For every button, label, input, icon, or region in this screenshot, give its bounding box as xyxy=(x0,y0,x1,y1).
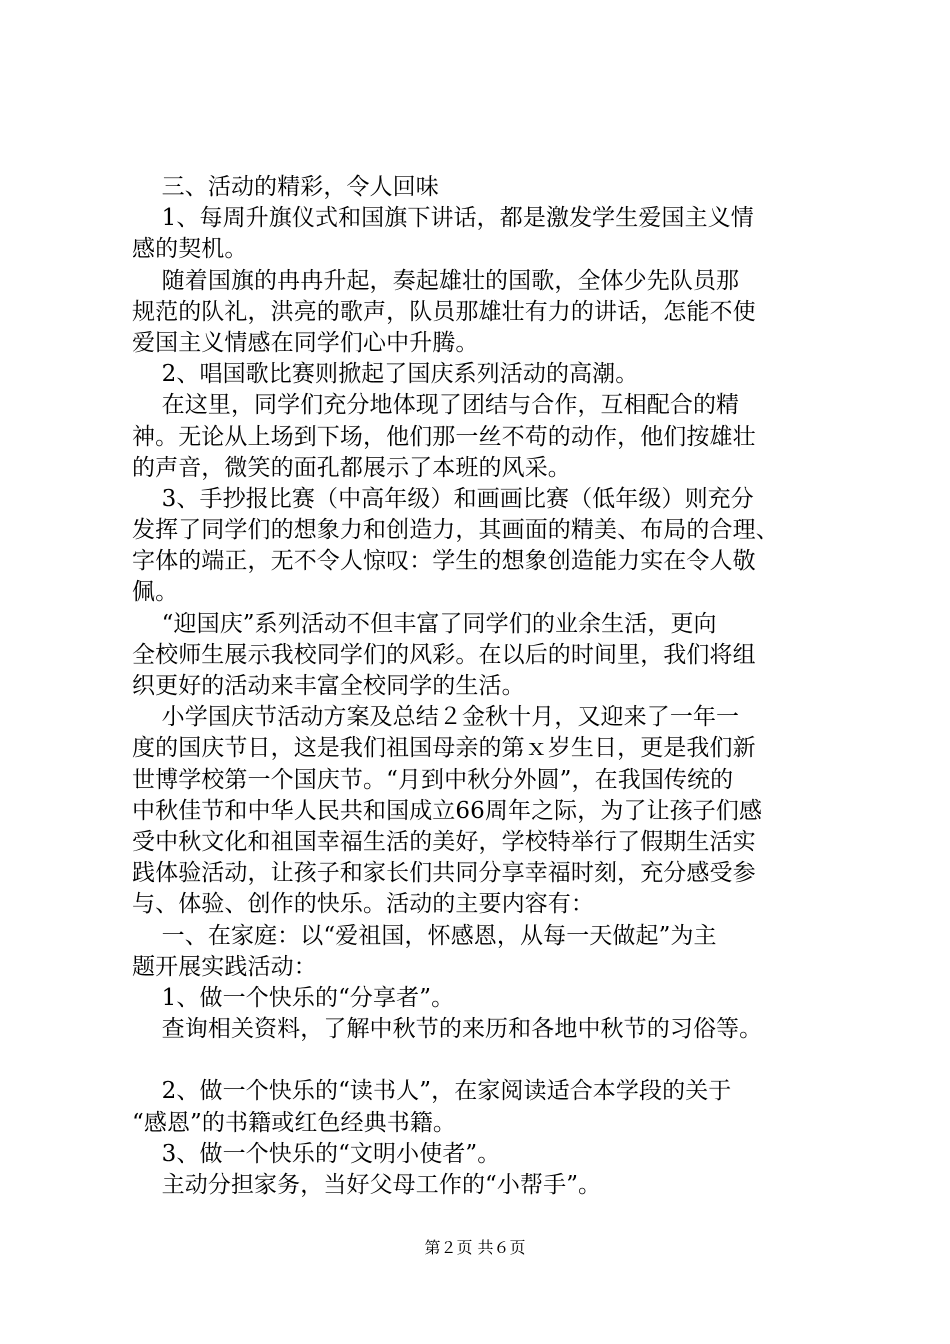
text-line: 查询相关资料，了解中秋节的来历和各地中秋节的习俗等。 xyxy=(132,1016,763,1043)
text-line: 发挥了同学们的想象力和创造力，其画面的精美、布局的合理、 xyxy=(132,517,779,544)
text-line: 题开展实践活动： xyxy=(132,953,317,980)
text-line: 小学国庆节活动方案及总结２金秋十月，又迎来了一年一 xyxy=(132,704,740,731)
blank-line xyxy=(132,1045,842,1076)
text-line: 规范的队礼，洪亮的歌声，队员那雄壮有力的讲话，怎能不使 xyxy=(132,298,756,325)
text-line: 受中秋文化和祖国幸福生活的美好，学校特举行了假期生活实 xyxy=(132,828,756,855)
text-line: 的声音，微笑的面孔都展示了本班的风采。 xyxy=(132,454,571,481)
text-line: 3、做一个快乐的“文明小使者”。 xyxy=(132,1140,501,1167)
text-line: 在这里，同学们充分地体现了团结与合作，互相配合的精 xyxy=(132,392,740,419)
text-line: 世博学校第一个国庆节。“月到中秋分外圆”，在我国传统的 xyxy=(132,766,734,793)
text-line: 佩。 xyxy=(132,579,179,606)
text-line: 1、每周升旗仪式和国旗下讲话，都是激发学生爱国主义情 xyxy=(132,205,754,232)
text-line: 三、活动的精彩，令人回味 xyxy=(132,174,439,200)
text-line: 全校师生展示我校同学们的风彩。在以后的时间里，我们将组 xyxy=(132,641,756,668)
text-line: 2、唱国歌比赛则掀起了国庆系列活动的高潮。 xyxy=(132,361,639,388)
text-line: 字体的端正，无不令人惊叹：学生的想象创造能力实在令人敬 xyxy=(132,548,756,575)
text-line: 与、体验、创作的快乐。活动的主要内容有： xyxy=(132,891,594,918)
text-line: 度的国庆节日，这是我们祖国母亲的第ｘ岁生日，更是我们新 xyxy=(132,735,756,762)
text-line: “感恩”的书籍或红色经典书籍。 xyxy=(132,1109,457,1136)
text-line: 践体验活动，让孩子和家长们共同分享幸福时刻，充分感受参 xyxy=(132,860,756,887)
text-line: 主动分担家务，当好父母工作的“小帮手”。 xyxy=(132,1172,602,1198)
text-line: 3、手抄报比赛（中高年级）和画画比赛（低年级）则充分 xyxy=(132,485,754,512)
text-line: 2、做一个快乐的“读书人”，在家阅读适合本学段的关于 xyxy=(132,1078,732,1105)
text-line: 织更好的活动来丰富全校同学的生活。 xyxy=(132,673,525,699)
text-line: 1、做一个快乐的“分享者”。 xyxy=(132,984,455,1011)
text-line: 感的契机。 xyxy=(132,236,248,263)
text-line: 神。无论从上场到下场，他们那一丝不苟的动作，他们按雄壮 xyxy=(132,423,756,450)
text-line: 爱国主义情感在同学们心中升腾。 xyxy=(132,329,479,356)
text-line: 随着国旗的冉冉升起，奏起雄壮的国歌，全体少先队员那 xyxy=(132,267,740,294)
text-line: “迎国庆”系列活动不但丰富了同学们的业余生活，更向 xyxy=(132,610,717,637)
text-line: 中秋佳节和中华人民共和国成立66周年之际，为了让孩子们感 xyxy=(132,797,763,824)
page-number-footer: 第２页 共６页 xyxy=(424,1238,526,1257)
document-body xyxy=(132,172,842,1201)
text-line: 一、在家庭：以“爱祖国，怀感恩，从每一天做起”为主 xyxy=(132,922,717,949)
